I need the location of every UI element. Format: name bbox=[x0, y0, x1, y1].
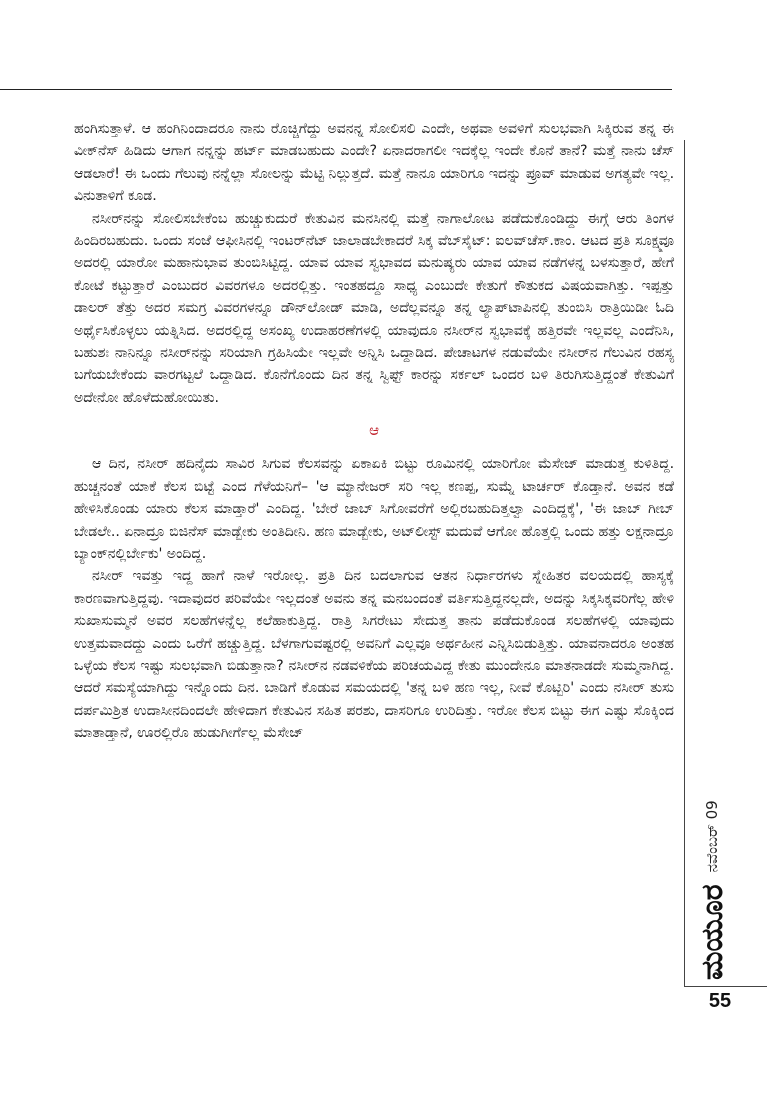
issue-date: ನವೆಂಬರ್ 09 bbox=[703, 800, 721, 873]
magazine-name: ಮಯೂರ bbox=[694, 884, 730, 980]
running-footer-text bbox=[692, 760, 732, 980]
article-paragraph-4: ನಸೀರ್ ಇವತ್ತು ಇದ್ದ ಹಾಗೆ ನಾಳೆ ಇರೋಲ್ಲ. ಪ್ರತಿ ದಿನ ಬದಲಾಗುವ ಆತನ ನಿರ್ಧಾರಗಳು ಸ್ನೇಹಿತರ ವಲಯದಲ್ಲಿ ಹಾಸ್ಯಕ್ಕೆ ಕಾರಣವಾಗುತ್ತಿದ್ದವು. ಇದಾವುದರ ಪರಿವೆಯೇ ಇಲ್ಲದಂತೆ ಅವನು ತನ್ನ ಮನಬಂದಂತೆ ವರ್ತಿಸುತ್ತಿದ್ದನಲ್ಲದೇ, ಅದನ್ನು ಸಿಕ್ಕಸಿಕ್ಕವರಿಗೆಲ್ಲ ಹೇಳಿ ಸುಖಾಸುಮ್ಮನೆ ಅವರ ಸಲಹೆಗಳನ್ನೆಲ್ಲ ಕಲೆಹಾಕುತ್ತಿದ್ದ. ರಾತ್ರಿ ಸಿಗರೇಟು ಸೇದುತ್ತ ತಾನು ಪಡೆದುಕೊಂಡ ಸಲಹೆಗಳಲ್ಲಿ ಯಾವುದು ಉತ್ತಮವಾದದ್ದು ಎಂದು ಒರೆಗೆ ಹಚ್ಚುತ್ತಿದ್ದ. ಬೆಳಗಾಗುವಷ್ಟರಲ್ಲಿ ಅವನಿಗೆ ಎಲ್ಲವೂ ಅರ್ಥಹೀನ ಎನ್ನಿಸಿಬಿಡುತ್ತಿತ್ತು. ಯಾವನಾದರೂ ಅಂತಹ ಒಳ್ಳೆಯ ಕೆಲಸ ಇಷ್ಟು ಸುಲಭವಾಗಿ ಬಿಡುತ್ತಾನಾ? ನಸೀರ್‌ನ ನಡವಳಿಕೆಯ ಪರಿಚಯವಿದ್ದ ಕೇತು ಮುಂದೇನೂ ಮಾತನಾಡದೇ ಸುಮ್ಮನಾಗಿದ್ದ. ಆದರೆ ಸಮಸ್ಯೆಯಾಗಿದ್ದು ಇನ್ನೊಂದು ದಿನ. ಬಾಡಿಗೆ ಕೊಡುವ ಸಮಯದಲ್ಲಿ 'ತನ್ನ ಬಳಿ ಹಣ ಇಲ್ಲ, ನೀವೆ ಕೊಟ್ಬಿರಿ' ಎಂದು ನಸೀರ್ ತುಸು ದರ್ಪಮಿಶ್ರಿತ ಉದಾಸೀನದಿಂದಲೇ ಹೇಳಿದಾಗ ಕೇತುವಿನ ಸಹಿತ ಪರಶು, ದಾಸರಿಗೂ ಉರಿದಿತ್ತು. ಇರೋ ಕೆಲಸ ಬಿಟ್ಟು ಈಗ ಎಷ್ಟು ಸೊಕ್ಕಿಂದ ಮಾತಾಡ್ತಾನೆ, ಊರಲ್ಲಿರೊ ಹುಡುಗೀರ್ಗೆಲ್ಲ ಮೆಸೇಜ್ bbox=[74, 568, 674, 742]
article-body bbox=[74, 118, 674, 745]
section-break-ornament: ಆ bbox=[369, 421, 379, 440]
page-number: 55 bbox=[708, 990, 732, 1012]
margin-vertical-rule bbox=[684, 140, 685, 986]
header-rule bbox=[0, 89, 672, 90]
article-paragraph-3: ಆ ದಿನ, ನಸೀರ್ ಹದಿನೈದು ಸಾವಿರ ಸಿಗುವ ಕೆಲಸವನ್ನು ಏಕಾಏಕಿ ಬಿಟ್ಟು ರೂಮಿನಲ್ಲಿ ಯಾರಿಗೋ ಮೆಸೇಜ್ ಮಾಡುತ್ತ ಕುಳಿತಿದ್ದ. ಹುಚ್ಚನಂತೆ ಯಾಕೆ ಕೆಲಸ ಬಿಟ್ಟೆ ಎಂದ ಗೆಳೆಯನಿಗೆ– 'ಆ ಮ್ಯಾನೇಜರ್ ಸರಿ ಇಲ್ಲ ಕಣಪ್ಪ, ಸುಮ್ನೆ ಟಾರ್ಚರ್ ಕೊಡ್ತಾನೆ. ಅವನ ಕಡೆ ಹೇಳಿಸಿಕೊಂಡು ಯಾರು ಕೆಲಸ ಮಾಡ್ತಾರೆ' ಎಂದಿದ್ದ. 'ಬೇರೆ ಜಾಬ್ ಸಿಗೋವರೆಗೆ ಅಲ್ಲಿರಬಹುದಿತ್ತಲ್ವಾ ಎಂದಿದ್ದಕ್ಕೆ', 'ಈ ಜಾಬ್ ಗೀಬ್ ಬೇಡಲೇ.. ಏನಾದ್ರೂ ಬಿಜಿನೆಸ್ ಮಾಡ್ಬೇಕು ಅಂತಿದೀನಿ. ಹಣ ಮಾಡ್ಬೇಕು, ಅಟ್‌ಲೀಸ್ಟ್ ಮದುವೆ ಆಗೋ ಹೊತ್ತಲ್ಲಿ ಒಂದು ಹತ್ತು ಲಕ್ಷನಾದ್ರೂ ಬ್ಯಾಂಕ್‌ನಲ್ಲಿರ್ಬೇಕು' ಅಂದಿದ್ದ. bbox=[74, 456, 674, 562]
margin-horizontal-rule bbox=[684, 986, 767, 987]
article-paragraph-1: ಹಂಗಿಸುತ್ತಾಳೆ. ಆ ಹಂಗಿನಿಂದಾದರೂ ನಾನು ರೊಚ್ಚಿಗೆದ್ದು ಅವನನ್ನ ಸೋಲಿಸಲಿ ಎಂದೇ, ಅಥವಾ ಅವಳಿಗೆ ಸುಲಭವಾಗಿ ಸಿಕ್ಕಿರುವ ತನ್ನ ಈ ವೀಕ್‌ನೆಸ್ ಹಿಡಿದು ಆಗಾಗ ನನ್ನನ್ನು ಹರ್ಟ್ ಮಾಡಬಹುದು ಎಂದೇ? ಏನಾದರಾಗಲೀ ಇದಕ್ಕೆಲ್ಲ ಇಂದೇ ಕೊನೆ ತಾನೆ? ಮತ್ತೆ ನಾನು ಚೆಸ್ ಆಡಲಾರೆ! ಈ ಒಂದು ಗೆಲುವು ನನ್ನೆಲ್ಲಾ ಸೋಲನ್ನು ಮೆಟ್ಟಿ ನಿಲ್ಲುತ್ತದೆ. ಮತ್ತೆ ನಾನೂ ಯಾರಿಗೂ ಇದನ್ನು ಪ್ರೂವ್ ಮಾಡುವ ಅಗತ್ಯವೇ ಇಲ್ಲ. ವಿನುತಾಳಿಗೆ ಕೂಡ. bbox=[74, 121, 674, 205]
running-footer bbox=[692, 760, 732, 980]
article-paragraph-2: ನಸೀರ್‌ನನ್ನು ಸೋಲಿಸಬೇಕೆಂಬ ಹುಚ್ಚುಕುದುರೆ ಕೇತುವಿನ ಮನಸಿನಲ್ಲಿ ಮತ್ತೆ ನಾಗಾಲೋಟ ಪಡೆದುಕೊಂಡಿದ್ದು ಈಗ್ಗೆ ಆರು ತಿಂಗಳ ಹಿಂದಿರಬಹುದು. ಒಂದು ಸಂಜೆ ಆಫೀಸಿನಲ್ಲಿ ಇಂಟರ್‌ನೆಟ್ ಜಾಲಾಡಬೇಕಾದರೆ ಸಿಕ್ಕ ವೆಬ್‌ಸೈಟ್: ಐಲವ್‌ಚೆಸ್.ಕಾಂ. ಆಟದ ಪ್ರತಿ ಸೂಕ್ಷ್ಮವೂ ಅದರಲ್ಲಿ ಯಾರೋ ಮಹಾನುಭಾವ ತುಂಬಿಸಿಟ್ಟಿದ್ದ. ಯಾವ ಯಾವ ಸ್ವಭಾವದ ಮನುಷ್ಯರು ಯಾವ ಯಾವ ನಡೆಗಳನ್ನ ಬಳಸುತ್ತಾರೆ, ಹೇಗೆ ಕೋಟೆ ಕಟ್ಟುತ್ತಾರೆ ಎಂಬುದರ ವಿವರಗಳೂ ಅದರಲ್ಲಿತ್ತು. ಇಂತಹದ್ದೂ ಸಾಧ್ಯ ಎಂಬುದೇ ಕೇತುಗೆ ಕೌತುಕದ ವಿಷಯವಾಗಿತ್ತು. ಇಪ್ಪತ್ತು ಡಾಲರ್ ತೆತ್ತು ಅದರ ಸಮಗ್ರ ವಿವರಗಳನ್ನೂ ಡೌನ್‌ಲೋಡ್ ಮಾಡಿ, ಅದೆಲ್ಲವನ್ನೂ ತನ್ನ ಲ್ಯಾಪ್‌ಟಾಪಿನಲ್ಲಿ ತುಂಬಿಸಿ ರಾತ್ರಿಯಿಡೀ ಓದಿ ಅರ್ಥೈಸಿಕೊಳ್ಳಲು ಯತ್ನಿಸಿದ. ಅದರಲ್ಲಿದ್ದ ಅಸಂಖ್ಯ ಉದಾಹರಣೆಗಳಲ್ಲಿ ಯಾವುದೂ ನಸೀರ್‌ನ ಸ್ವಭಾವಕ್ಕೆ ಹತ್ತಿರವೇ ಇಲ್ಲವಲ್ಲ ಎಂದೆನಿಸಿ, ಬಹುಶಃ ನಾನಿನ್ನೂ ನಸೀರ್‌ನನ್ನು ಸರಿಯಾಗಿ ಗ್ರಹಿಸಿಯೇ ಇಲ್ಲವೇ ಅನ್ನಿಸಿ ಒದ್ದಾಡಿದ. ಪೇಚಾಟಗಳ ನಡುವೆಯೇ ನಸೀರ್‌ನ ಗೆಲುವಿನ ರಹಸ್ಯ ಬಗೆಯಬೇಕೆಂದು ವಾರಗಟ್ಟಲೆ ಒದ್ದಾಡಿದ. ಕೊನೆಗೊಂದು ದಿನ ತನ್ನ ಸ್ವಿಫ್ಟ್ ಕಾರನ್ನು ಸರ್ಕಲ್ ಒಂದರ ಬಳಿ ತಿರುಗಿಸುತ್ತಿದ್ದಂತೆ ಕೇತುವಿಗೆ ಅದೇನೋ ಹೊಳೆದುಹೋಯಿತು. bbox=[74, 210, 674, 406]
